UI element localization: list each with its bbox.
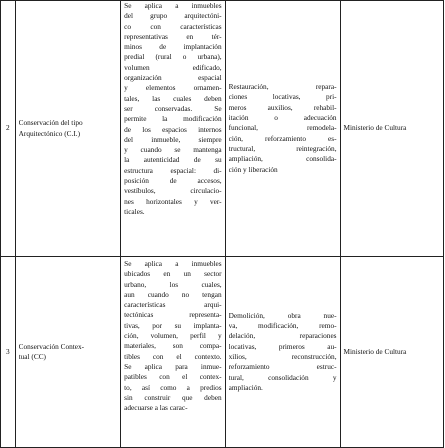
description-line: Se aplica para inmue-: [124, 361, 222, 371]
description-line: y cuando se mantenga: [124, 145, 222, 155]
description-line: adecuarse a las carac-: [124, 403, 188, 413]
description-line: ser conservadas. Se: [124, 103, 222, 113]
level-name-line: Arquitectónico (C.I.): [18, 128, 81, 138]
description-line: del inmueble, siempre: [124, 134, 222, 144]
description-line: predial (rural o urbana),: [124, 52, 222, 62]
description-line: aun cuando no tengan: [124, 289, 222, 299]
level-description: [121, 257, 225, 448]
description-line: nes horizontales y ver-: [124, 196, 222, 206]
description-line: sin construir que deben: [124, 392, 222, 402]
description-line: urbano, los cuales,: [124, 279, 222, 289]
level-name: [15, 257, 121, 448]
responsible-entity: Ministerio de Cultura: [340, 1, 443, 257]
interventions-line: tructural, reintegración,: [228, 143, 337, 153]
description-line: características arqui-: [124, 300, 222, 310]
description-line: ción, volumen, perfil y: [124, 331, 222, 341]
interventions-line: ción y liberación: [228, 164, 278, 174]
permitted-interventions: [225, 1, 340, 257]
description-line: posición de accesos,: [124, 176, 222, 186]
interventions-line: ampliación.: [228, 382, 263, 392]
interventions-line: Demolición, obra nue-: [228, 310, 337, 320]
description-line: minos de implantación: [124, 42, 222, 52]
description-line: patibles con el contex-: [124, 372, 222, 382]
description-line: materiales, son compa-: [124, 341, 222, 351]
description-line: Se aplica a inmuebles: [124, 1, 222, 10]
description-line: del grupo arquitectóni-: [124, 11, 222, 21]
interventions-line: funcional, remodela-: [228, 123, 337, 133]
description-line: organización espacial: [124, 73, 222, 83]
description-line: representativas en tér-: [124, 31, 222, 41]
row-number: 2: [1, 1, 16, 257]
description-line: co con características: [124, 21, 222, 31]
description-line: tibles con el contexto.: [124, 351, 222, 361]
description-line: vestíbulos, circulacio-: [124, 186, 222, 196]
level-description: [121, 1, 225, 257]
level-name: [15, 1, 121, 257]
level-name-line: Conservación del tipo: [18, 118, 83, 128]
description-line: volumen edificado,: [124, 62, 222, 72]
interventions-line: itación o adecuación: [228, 113, 337, 123]
interventions-line: xilios, reconstrucción,: [228, 352, 337, 361]
description-line: ubicados en un sector: [124, 269, 222, 279]
interventions-line: ción, reforzamiento es-: [228, 133, 337, 143]
description-line: estructura espacial: di-: [124, 165, 222, 175]
description-line: y elementos ornamen-: [124, 83, 222, 93]
interventions-line: va, modificación, remo-: [228, 321, 337, 331]
table-row: [1, 257, 444, 448]
description-line: ticales.: [124, 206, 145, 216]
table-row: [1, 1, 444, 257]
interventions-line: tural, consolidación y: [228, 372, 337, 382]
interventions-line: meros auxilios, rehabil-: [228, 102, 337, 112]
interventions-line: reforzamiento estruc-: [228, 362, 337, 372]
description-line: Se aplica a inmuebles: [124, 259, 222, 268]
interventions-line: ampliación, consolida-: [228, 154, 337, 164]
row-number: 3: [1, 257, 16, 448]
description-line: tectónicas representa-: [124, 310, 222, 320]
permitted-interventions: [225, 257, 340, 448]
level-name-line: tual (CC): [18, 352, 46, 361]
description-line: tivas, por su implanta-: [124, 320, 222, 330]
interventions-line: Restauración, repara-: [228, 82, 337, 92]
description-line: permite la modificación: [124, 114, 222, 124]
interventions-line: locativas, primeros au-: [228, 341, 337, 351]
interventions-line: ciones locativas, pri-: [228, 92, 337, 102]
responsible-entity: Ministerio de Cultura: [340, 257, 443, 448]
interventions-line: delación, reparaciones: [228, 331, 337, 341]
description-line: to, así como a predios: [124, 382, 222, 392]
description-line: la autenticidad de su: [124, 155, 222, 165]
description-line: de los espacios internos: [124, 124, 222, 134]
description-line: tales, las cuales deben: [124, 93, 222, 103]
level-name-line: Conservación Contex-: [18, 341, 85, 351]
